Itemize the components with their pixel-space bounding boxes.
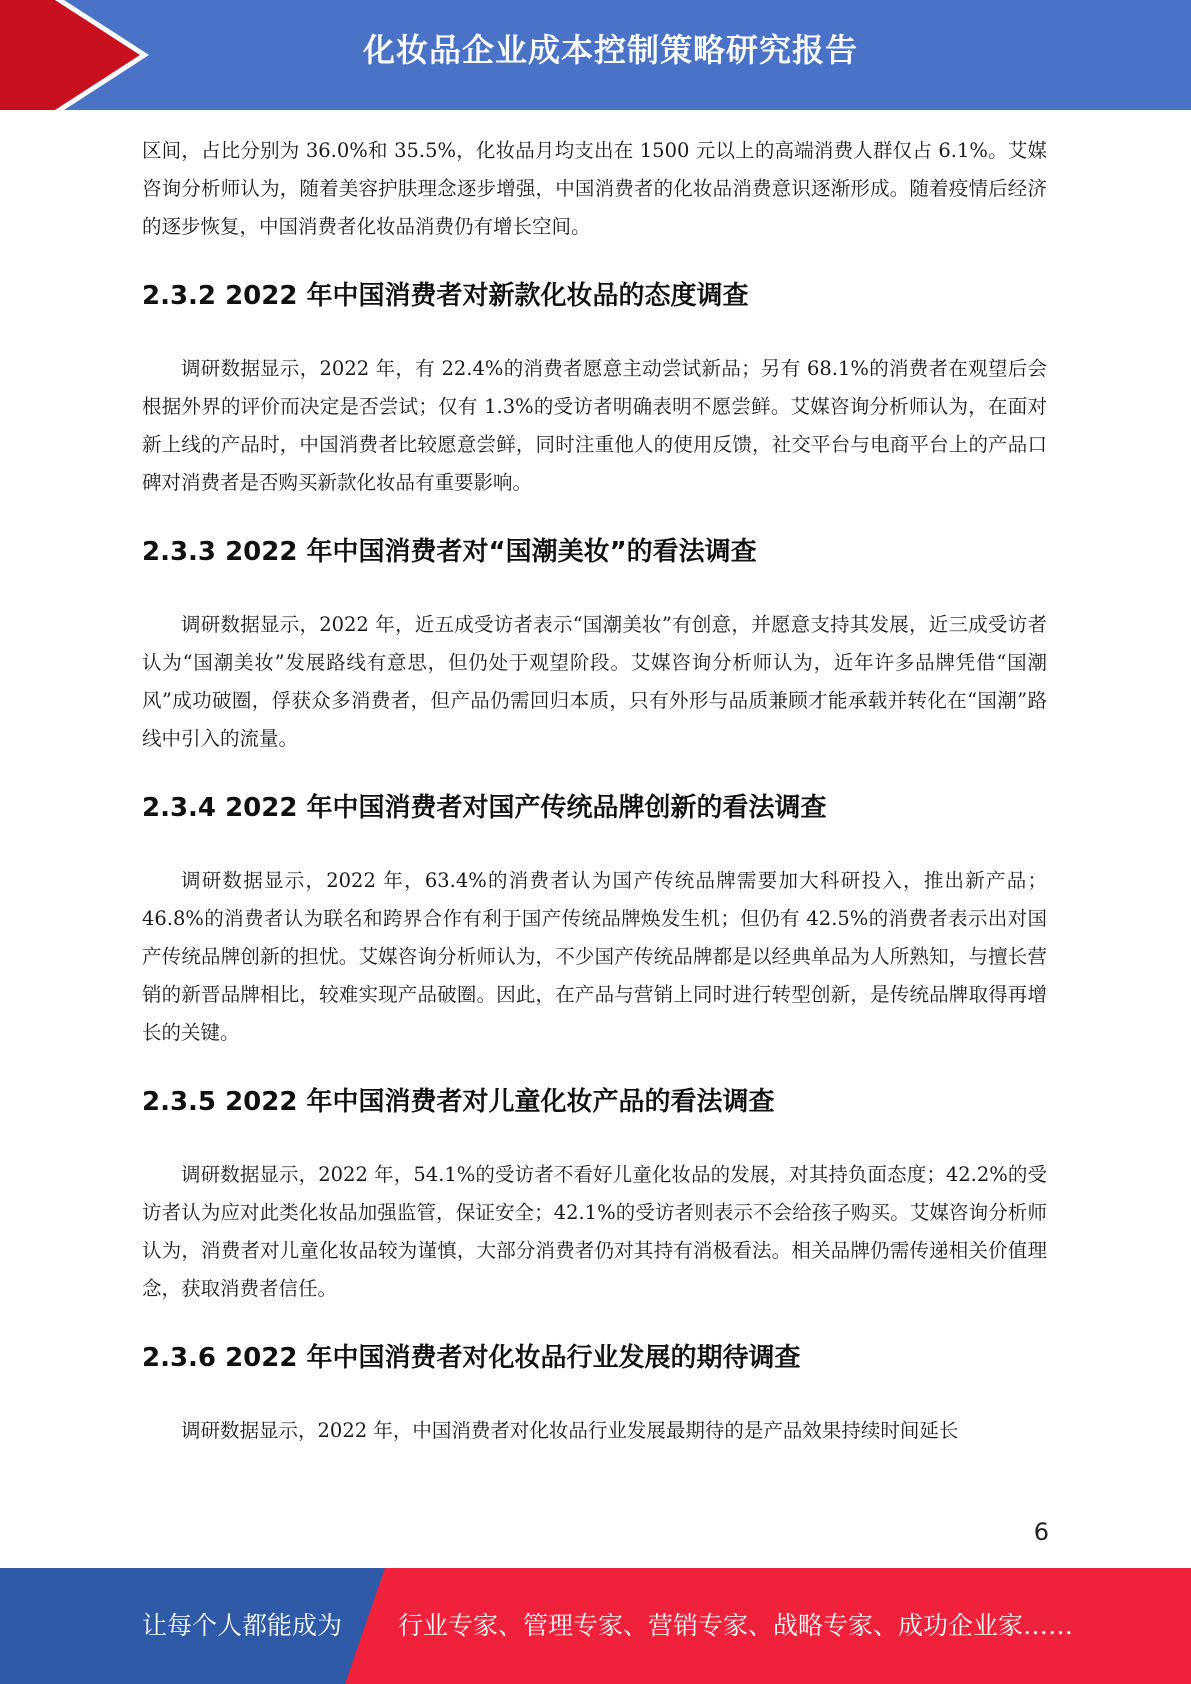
section-paragraph-2-3-3: 调研数据显示，2022 年，近五成受访者表示“国潮美妆”有创意，并愿意支持其发展，近三成受访者认为“国潮美妆”发展路线有意思，但仍处于观望阶段。艾媒咨询分析师认为，近年许多品牌凭借“国潮风”成功破圈，俘获众多消费者，但产品仍需回归本质，只有外形与品质兼顾才能承载并转化在“国潮”路线中引入的流量。: [142, 613, 1047, 750]
page-number: 6: [1033, 1518, 1049, 1546]
document-body: [142, 132, 1047, 1450]
section-title-2-3-5: 2.3.5 2022 年中国消费者对儿童化妆产品的看法调查: [142, 1087, 775, 1117]
section-paragraph-2-3-6: 调研数据显示，2022 年，中国消费者对化妆品行业发展最期待的是产品效果持续时间延长: [181, 1419, 959, 1442]
section-paragraph-2-3-2: 调研数据显示，2022 年，有 22.4%的消费者愿意主动尝试新品；另有 68.1%的消费者在观望后会根据外界的评价而决定是否尝试；仅有 1.3%的受访者明确表明不愿尝鲜。艾媒咨询分析师认为，在面对新上线的产品时，中国消费者比较愿意尝鲜，同时注重他人的使用反馈，社交平台与电商平台上的产品口碑对消费者是否购买新款化妆品有重要影响。: [142, 357, 1047, 494]
section-paragraph-2-3-4: 调研数据显示，2022 年，63.4%的消费者认为国产传统品牌需要加大科研投入，推出新产品；46.8%的消费者认为联名和跨界合作有利于国产传统品牌焕发生机；但仍有 42.5%的消费者表示出对国产传统品牌创新的担忧。艾媒咨询分析师认为，不少国产传统品牌都是以经典单品为人所熟知，与擅长营销的新晋品牌相比，较难实现产品破圈。因此，在产品与营销上同时进行转型创新，是传统品牌取得再增长的关键。: [142, 869, 1047, 1044]
footer-banner: [0, 1568, 1191, 1684]
footer-slogan-left: 让每个人都能成为: [142, 1611, 343, 1640]
section-title-2-3-4: 2.3.4 2022 年中国消费者对国产传统品牌创新的看法调查: [142, 793, 827, 823]
section-paragraph-2-3-5: 调研数据显示，2022 年，54.1%的受访者不看好儿童化妆品的发展，对其持负面态度；42.2%的受访者认为应对此类化妆品加强监管，保证安全；42.1%的受访者则表示不会给孩子购买。艾媒咨询分析师认为，消费者对儿童化妆品较为谨慎，大部分消费者仍对其持有消极看法。相关品牌仍需传递相关价值理念，获取消费者信任。: [142, 1163, 1047, 1300]
section-title-2-3-2: 2.3.2 2022 年中国消费者对新款化妆品的态度调查: [142, 281, 749, 311]
header-banner: [0, 0, 1191, 110]
intro-paragraph: 区间，占比分别为 36.0%和 35.5%，化妆品月均支出在 1500 元以上的高端消费人群仅占 6.1%。艾媒咨询分析师认为，随着美容护肤理念逐步增强，中国消费者的化妆品消费意识逐渐形成。随着疫情后经济的逐步恢复，中国消费者化妆品消费仍有增长空间。: [142, 139, 1047, 238]
footer-slogan-right: 行业专家、管理专家、营销专家、战略专家、成功企业家……: [398, 1611, 1074, 1640]
report-title: 化妆品企业成本控制策略研究报告: [362, 31, 858, 69]
section-title-2-3-3: 2.3.3 2022 年中国消费者对“国潮美妆”的看法调查: [142, 537, 757, 567]
section-title-2-3-6: 2.3.6 2022 年中国消费者对化妆品行业发展的期待调查: [142, 1343, 801, 1373]
